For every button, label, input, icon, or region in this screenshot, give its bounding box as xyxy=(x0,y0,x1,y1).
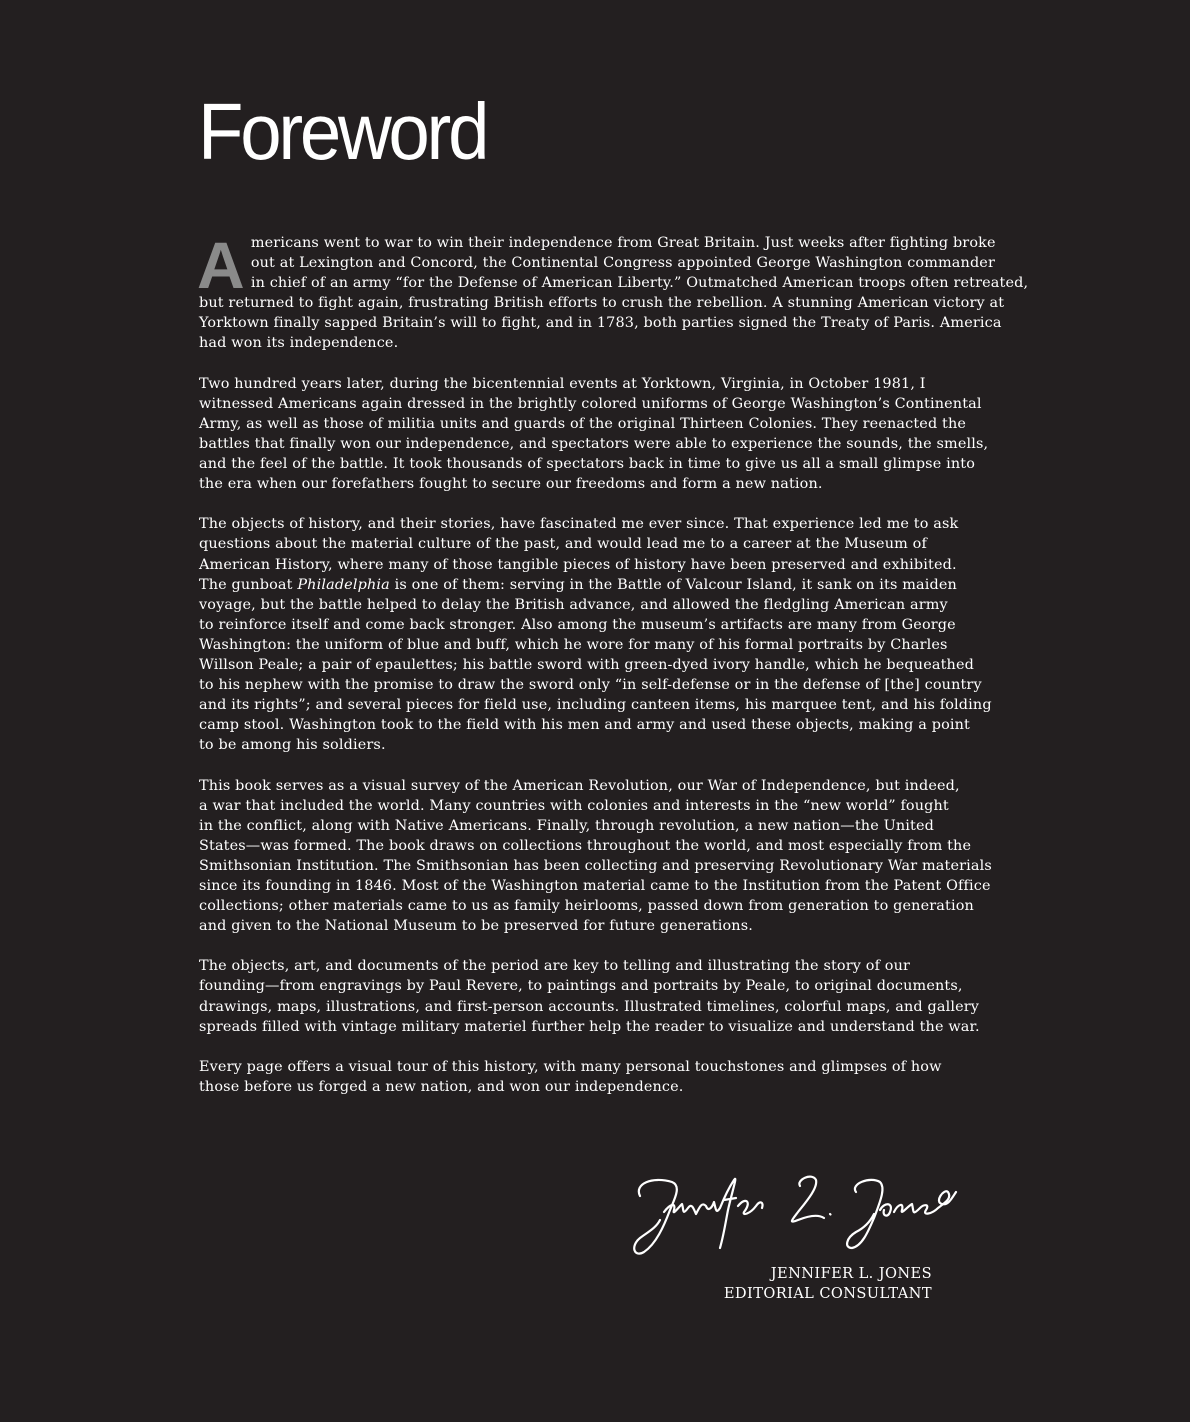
text-line: the era when our forefathers fought to secure our freedoms and form a new nation. xyxy=(199,476,823,493)
text-line: battles that finally won our independence, and spectators were able to experience the sounds, the smells, xyxy=(199,435,989,452)
paragraph-6 xyxy=(199,1057,999,1097)
text-line: out at Lexington and Concord, the Continental Congress appointed George Washington commander xyxy=(250,255,996,272)
paragraph-2 xyxy=(199,374,999,495)
text-line xyxy=(199,575,999,595)
text-line: to his nephew with the promise to draw the sword only “in self-defense or in the defense of [the] country xyxy=(199,677,982,694)
text-line: Yorktown finally sapped Britain’s will to fight, and in 1783, both parties signed the Treaty of Paris. America xyxy=(199,315,1002,332)
text-line: and given to the National Museum to be preserved for future generations. xyxy=(199,918,753,935)
text-line: founding—from engravings by Paul Revere, to paintings and portraits by Peale, to original documents, xyxy=(199,978,963,995)
text-line: collections; other materials came to us as family heirlooms, passed down from generation to generation xyxy=(199,898,974,915)
text-line: This book serves as a visual survey of the American Revolution, our War of Independence, but indeed, xyxy=(199,777,960,794)
page-title: Foreword xyxy=(198,87,487,176)
paragraph-1 xyxy=(197,228,1029,354)
text-line: since its founding in 1846. Most of the Washington material came to the Institution from the Patent Office xyxy=(199,878,991,894)
author-name: JENNIFER L. JONES xyxy=(770,1265,932,1282)
text-line: Every page offers a visual tour of this history, with many personal touchstones and glimpses of how xyxy=(199,1058,942,1075)
text-line: witnessed Americans again dressed in the brightly colored uniforms of George Washington’s Continental xyxy=(199,395,982,412)
text-line: Two hundred years later, during the bicentennial events at Yorktown, Virginia, in October 1981, I xyxy=(199,375,926,392)
signoff xyxy=(724,1264,932,1304)
text-line: and the feel of the battle. It took thousands of spectators back in time to give us all a small glimpse into xyxy=(199,456,976,473)
text-line: camp stool. Washington took to the field with his men and army and used these objects, making a point xyxy=(199,717,970,734)
text-run: is one of them: serving in the Battle of Valcour Island, it sank on its maiden xyxy=(389,576,957,593)
paragraph-5 xyxy=(199,956,999,1036)
text-line: States—was formed. The book draws on collections throughout the world, and most especially from the xyxy=(199,837,972,854)
text-line: spreads filled with vintage military materiel further help the reader to visualize and understand the war. xyxy=(199,1018,980,1035)
text-line: a war that included the world. Many countries with colonies and interests in the “new world” fought xyxy=(199,797,949,814)
text-line: but returned to fight again, frustrating British efforts to crush the rebellion. A stunning American victory at xyxy=(199,295,1005,312)
text-line: to reinforce itself and come back stronger. Also among the museum’s artifacts are many from George xyxy=(199,616,956,633)
text-line: The objects of history, and their stories, have fascinated me ever since. That experience led me to ask xyxy=(199,516,959,533)
text-line: Washington: the uniform of blue and buff, which he wore for many of his formal portraits by Charles xyxy=(199,636,948,653)
text-line: Army, as well as those of militia units and guards of the original Thirteen Colonies. They reenacted the xyxy=(199,415,967,432)
text-line: voyage, but the battle helped to delay the British advance, and allowed the fledgling American army xyxy=(199,596,948,613)
text-line: mericans went to war to win their independence from Great Britain. Just weeks after fighting broke xyxy=(250,235,996,251)
foreword-body xyxy=(197,228,1029,1117)
ship-name: Philadelphia xyxy=(297,576,390,593)
paragraph-4 xyxy=(199,776,999,937)
text-line: had won its independence. xyxy=(199,335,399,352)
paragraph-3 xyxy=(199,514,999,755)
text-line: in chief of an army “for the Defense of American Liberty.” Outmatched American troops often retreated, xyxy=(250,275,1029,292)
text-line: those before us forged a new nation, and won our independence. xyxy=(199,1078,684,1095)
text-line: American History, where many of those tangible pieces of history have been preserved and exhibited. xyxy=(199,556,957,573)
text-line: in the conflict, along with Native Americans. Finally, through revolution, a new nation—the United xyxy=(199,817,934,834)
text-line: questions about the material culture of the past, and would lead me to a career at the Museum of xyxy=(199,536,927,553)
text-line: and its rights”; and several pieces for field use, including canteen items, his marquee tent, and his folding xyxy=(199,697,992,714)
author-role: EDITORIAL CONSULTANT xyxy=(723,1285,932,1302)
text-line: Smithsonian Institution. The Smithsonian has been collecting and preserving Revolutionary War materials xyxy=(199,857,992,874)
text-run: The gunboat xyxy=(199,576,298,593)
drop-cap: A xyxy=(197,228,245,302)
text-line: to be among his soldiers. xyxy=(199,737,386,754)
text-line: The objects, art, and documents of the period are key to telling and illustrating the story of our xyxy=(199,958,911,975)
text-line: drawings, maps, illustrations, and first-person accounts. Illustrated timelines, colorful maps, and gallery xyxy=(199,998,980,1015)
handwritten-signature xyxy=(612,1162,962,1262)
text-line: Willson Peale; a pair of epaulettes; his battle sword with green-dyed ivory handle, which he bequeathed xyxy=(199,656,974,673)
